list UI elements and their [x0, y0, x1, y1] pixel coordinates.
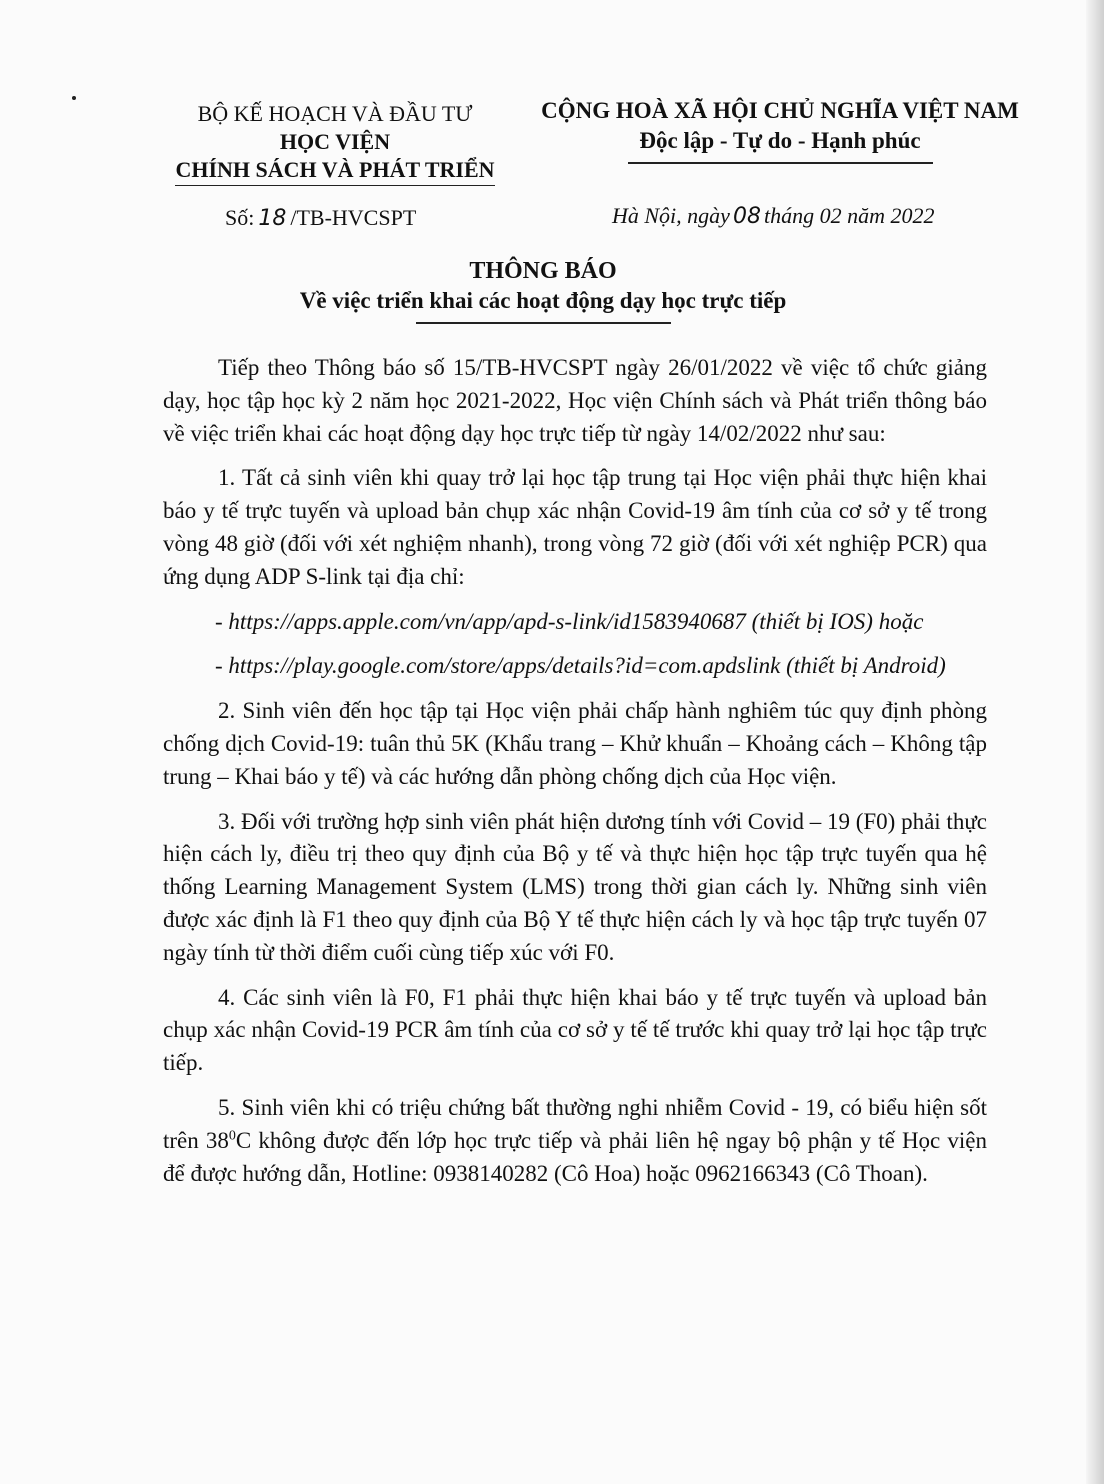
scan-speck: [72, 96, 76, 100]
motto-underline: [628, 162, 933, 164]
national-heading: [520, 96, 1040, 164]
page-edge-shadow: [1086, 0, 1104, 1484]
item-1: 1. Tất cả sinh viên khi quay trở lại học tập trung tại Học viện phải thực hiện khai báo y tế trực tuyến và upload bản chụp xác nhận Covid-19 âm tính của cơ sở y tế trong vòng 48 giờ (đối với xét nghiệm nhanh), trong vòng 72 giờ (đối với xét nghiệp PCR) qua ứng dụng ADP S-link tại địa chỉ:: [163, 465, 987, 589]
institute-name-line1: HỌC VIỆN: [279, 129, 391, 154]
number-handwritten: 18: [258, 206, 287, 231]
document-number: [225, 205, 416, 231]
subtitle-underline: [416, 322, 671, 324]
notice-body: [163, 352, 987, 1202]
notice-title-block: [0, 256, 1086, 324]
date-suffix: tháng 02 năm 2022: [763, 203, 935, 228]
country-name: CỘNG HOÀ XÃ HỘI CHỦ NGHĨA VIỆT NAM: [541, 98, 1019, 123]
date-day-handwritten: 08: [732, 204, 761, 229]
notice-subtitle: Về việc triển khai các hoạt động dạy học trực tiếp: [299, 288, 787, 313]
intro-paragraph: Tiếp theo Thông báo số 15/TB-HVCSPT ngày 26/01/2022 về việc tổ chức giảng dạy, học tập học kỳ 2 năm học 2021-2022, Học viện Chính sách và Phát triển thông báo về việc triển khai các hoạt động dạy học trực tiếp từ ngày 14/02/2022 như sau:: [163, 355, 987, 446]
document-date: [612, 203, 934, 229]
number-label: Số:: [225, 205, 255, 230]
notice-title: THÔNG BÁO: [469, 258, 617, 284]
item-3: 3. Đối với trường hợp sinh viên phát hiện dương tính với Covid – 19 (F0) phải thực hiện cách ly, điều trị theo quy định của Bộ y tế và thực hiện học tập trực tuyến qua hệ thống Learning Management System (LMS) trong thời gian cách ly. Những sinh viên được xác định là F1 theo quy định của Bộ Y tế thực hiện cách ly và học tập trực tuyến 07 ngày tính từ thời điểm cuối cùng tiếp xúc với F0.: [163, 808, 987, 965]
link-ios: - https://apps.apple.com/vn/app/apd-s-link/id1583940687 (thiết bị IOS) hoặc: [215, 608, 924, 634]
issuer-block: [150, 100, 520, 186]
degree-superscript: 0: [228, 1128, 236, 1144]
institute-name-line2: CHÍNH SÁCH VÀ PHÁT TRIỂN: [175, 156, 494, 186]
motto: Độc lập - Tự do - Hạnh phúc: [639, 128, 921, 153]
item-2: 2. Sinh viên đến học tập tại Học viện phải chấp hành nghiêm túc quy định phòng chống dịch Covid-19: tuân thủ 5K (Khẩu trang – Khử khuẩn – Khoảng cách – Không tập trung – Khai báo y tế) và các hướng dẫn phòng chống dịch của Học viện.: [163, 698, 987, 789]
date-prefix: Hà Nội, ngày: [612, 203, 730, 228]
number-suffix: /TB-HVCSPT: [290, 205, 417, 230]
item-4: 4. Các sinh viên là F0, F1 phải thực hiện khai báo y tế trực tuyến và upload bản chụp xác nhận Covid-19 PCR âm tính của cơ sở y tế tế trước khi quay trở lại học tập trực tiếp.: [163, 984, 987, 1076]
ministry-name: BỘ KẾ HOẠCH VÀ ĐẦU TƯ: [197, 101, 473, 126]
item-5: [163, 1092, 987, 1190]
link-android: - https://play.google.com/store/apps/details?id=com.apdslink (thiết bị Android): [215, 653, 946, 679]
item-5-text-b: C không được đến lớp học trực tiếp và phải liên hệ ngay bộ phận y tế Học viện để được hướng dẫn, Hotline: 0938140282 (Cô Hoa) hoặc 0962166343 (Cô Thoan).: [163, 1127, 987, 1186]
item-5-text-a: 5. Sinh viên khi có triệu chứng bất thường nghi nhiễm Covid - 19, có biểu hiện sốt trên 38: [163, 1094, 987, 1153]
